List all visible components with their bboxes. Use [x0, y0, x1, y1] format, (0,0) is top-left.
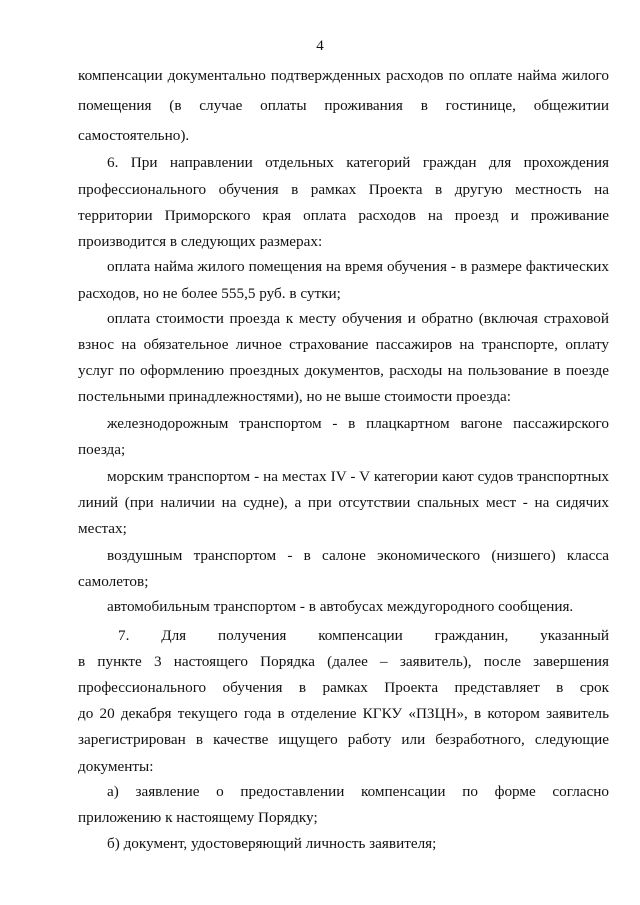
text-line: б) документ, удостоверяющий личность заявителя; — [107, 835, 437, 852]
text-line: расходов, но не более 555,5 руб. в сутки; — [78, 285, 341, 302]
text-line: железнодорожным транспортом - в плацкартном вагоне пассажирского — [107, 415, 609, 432]
text-line: взнос на обязательное личное страхование пассажиров на транспорте, оплату — [78, 336, 609, 353]
text-line: услуг по оформлению проездных документов, расходы на пользование в поезде — [78, 362, 609, 379]
text-line: документы: — [78, 758, 154, 775]
text-line: самостоятельно). — [78, 127, 190, 144]
page-number: 4 — [316, 38, 324, 54]
text-line: постельными принадлежностями), но не выше стоимости проезда: — [78, 388, 511, 405]
text-line: а) заявление о предоставлении компенсации по форме согласно — [107, 783, 609, 800]
text-line: до 20 декабря текущего года в отделение КГКУ «ПЗЦН», в котором заявитель — [78, 705, 609, 722]
text-line: компенсации документально подтвержденных расходов по оплате найма жилого — [78, 67, 609, 84]
text-line: оплата стоимости проезда к месту обучения и обратно (включая страховой — [107, 310, 609, 327]
text-line: приложению к настоящему Порядку; — [78, 809, 318, 826]
text-line: 7. Для получения компенсации гражданин, указанный — [118, 627, 609, 644]
text-line: местах; — [78, 520, 127, 537]
text-line: морским транспортом - на местах IV - V категории кают судов транспортных — [107, 468, 609, 485]
text-line: воздушным транспортом - в салоне экономического (низшего) класса — [107, 547, 609, 564]
text-line: профессионального обучения в рамках Проекта в другую местность на — [78, 181, 609, 198]
text-line: самолетов; — [78, 573, 149, 590]
text-line: в пункте 3 настоящего Порядка (далее – заявитель), после завершения — [78, 653, 609, 670]
text-line: профессионального обучения в рамках Проекта представляет в срок — [78, 679, 609, 696]
text-line: автомобильным транспортом - в автобусах междугородного сообщения. — [107, 598, 574, 615]
text-line: 6. При направлении отдельных категорий граждан для прохождения — [107, 154, 609, 171]
text-line: территории Приморского края оплата расходов на проезд и проживание — [78, 207, 609, 224]
text-line: оплата найма жилого помещения на время обучения - в размере фактических — [107, 258, 609, 275]
text-line: поезда; — [78, 441, 126, 458]
text-line: зарегистрирован в качестве ищущего работу или безработного, следующие — [78, 731, 609, 748]
text-line: помещения (в случае оплаты проживания в гостинице, общежитии — [78, 97, 609, 114]
text-line: линий (при наличии на судне), а при отсутствии спальных мест - на сидячих — [78, 494, 609, 511]
text-line: производится в следующих размерах: — [78, 233, 323, 250]
